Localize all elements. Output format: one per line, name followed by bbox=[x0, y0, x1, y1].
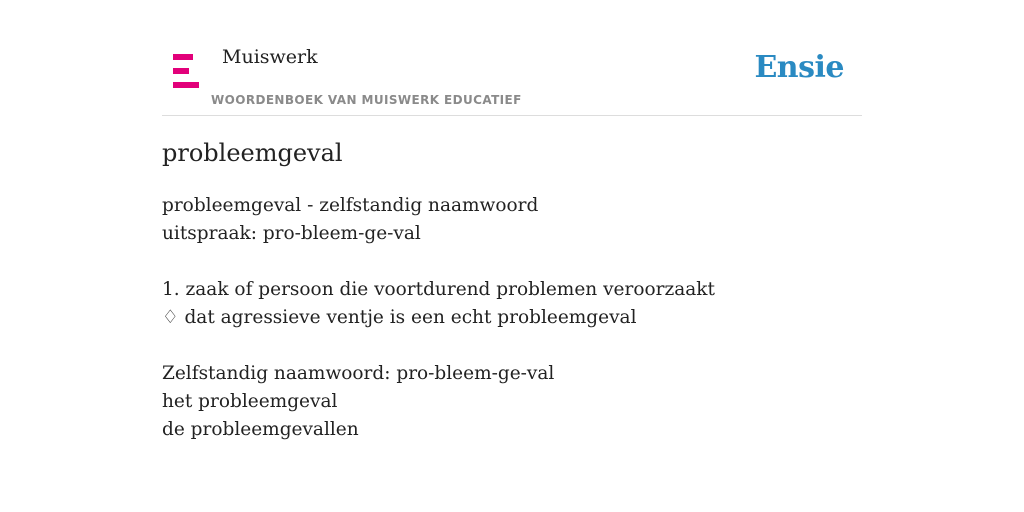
entry-body bbox=[162, 192, 715, 444]
muiswerk-logo-icon[interactable] bbox=[173, 54, 201, 88]
entry-spacer bbox=[162, 332, 715, 360]
site-header bbox=[162, 40, 862, 116]
page-title: probleemgeval bbox=[162, 139, 343, 167]
entry-line-plural: de probleemgevallen bbox=[162, 419, 359, 440]
site-name[interactable]: Muiswerk bbox=[222, 46, 318, 68]
entry-line-definition-header: probleemgeval - zelfstandig naamwoord bbox=[162, 195, 539, 216]
entry-line-singular: het probleemgeval bbox=[162, 391, 338, 412]
entry-line-meaning-1: 1. zaak of persoon die voortdurend problemen veroorzaakt bbox=[162, 279, 715, 300]
entry-line-example: ♢ dat agressieve ventje is een echt probleemgeval bbox=[162, 307, 637, 328]
entry-line-pronunciation: uitspraak: pro-bleem-ge-val bbox=[162, 223, 421, 244]
entry-line-word-class: Zelfstandig naamwoord: pro-bleem-ge-val bbox=[162, 363, 555, 384]
site-subtitle: WOORDENBOEK VAN MUISWERK EDUCATIEF bbox=[211, 93, 522, 107]
ensie-brand-logo[interactable]: Ensie bbox=[754, 50, 844, 85]
entry-spacer bbox=[162, 248, 715, 276]
